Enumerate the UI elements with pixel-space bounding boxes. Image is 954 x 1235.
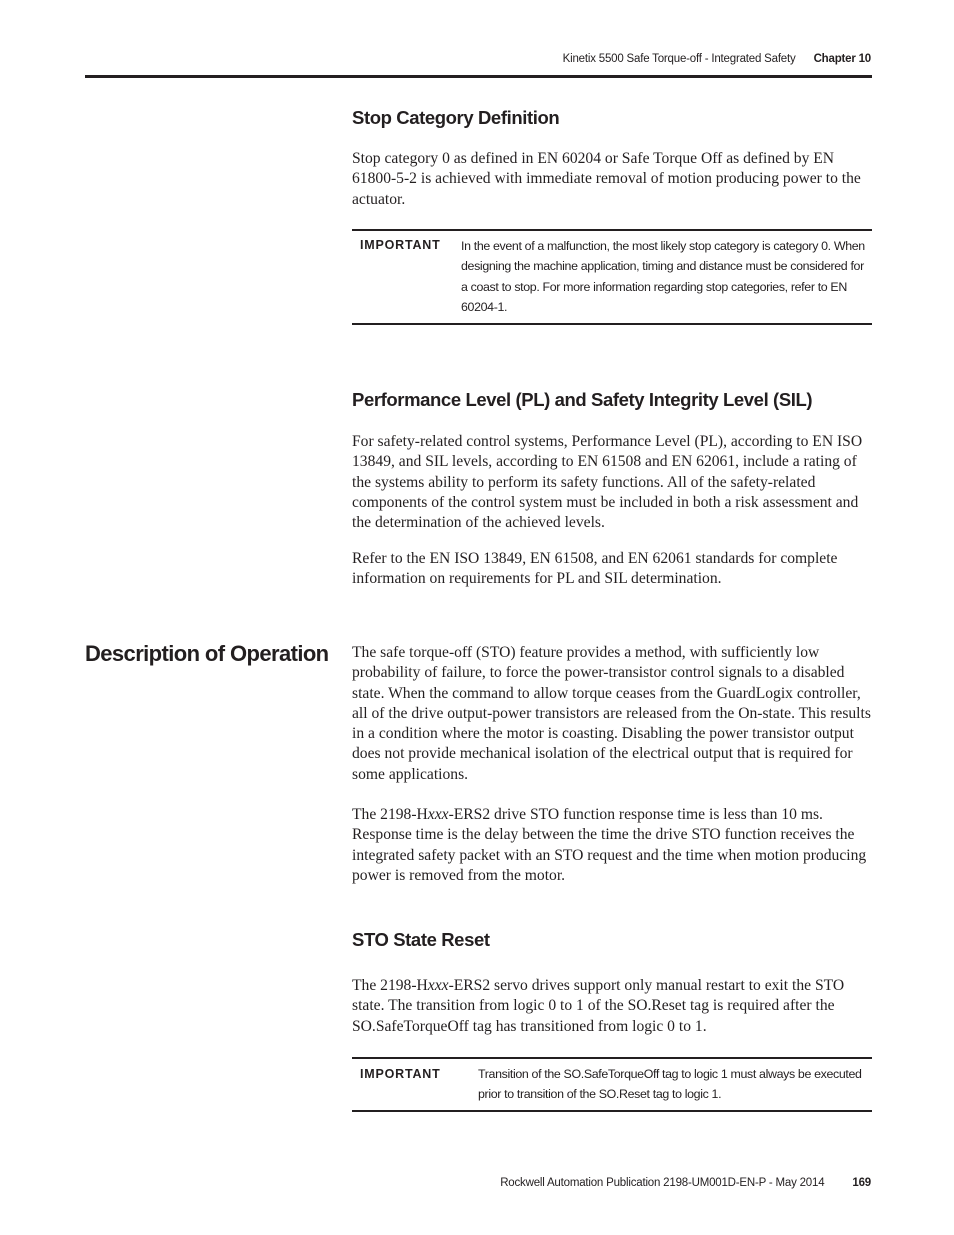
header-chapter: Chapter 10: [813, 53, 871, 65]
heading-description-of-operation: Description of Operation: [85, 641, 329, 666]
paragraph-performance-level-2: Refer to the EN ISO 13849, EN 61508, and EN 62061 standards for complete information on requirements for PL and SIL determination.: [352, 550, 838, 588]
part-number-variable: xxx: [427, 806, 449, 823]
page-footer: [85, 1177, 871, 1189]
heading-performance-level: Performance Level (PL) and Safety Integrity Level (SIL): [352, 389, 813, 410]
paragraph-stop-category: Stop category 0 as defined in EN 60204 or Safe Torque Off as defined by EN 61800-5-2 is achieved with immediate removal of motion producing power to the actuator.: [352, 150, 861, 208]
part-number-variable: xxx: [427, 977, 449, 994]
paragraph-description-2: The 2198-Hxxx-ERS2 drive STO function response time is less than 10 ms. Response time is the delay between the time the drive STO function receives the integrated safety packet with an STO request and the time when motion producing power is removed from the motor.: [352, 806, 867, 884]
important-text: Transition of the SO.SafeTorqueOff tag to logic 1 must always be executed prior to transition of the SO.Reset tag to logic 1.: [478, 1067, 862, 1102]
page-header: [85, 53, 871, 65]
important-box-sto-reset: [352, 1057, 872, 1112]
header-title: Kinetix 5500 Safe Torque-off - Integrated Safety: [562, 53, 796, 65]
footer-publication: Rockwell Automation Publication 2198-UM001D-EN-P - May 2014: [500, 1177, 825, 1189]
paragraph-performance-level-1: For safety-related control systems, Performance Level (PL), according to EN ISO 13849, and SIL levels, according to EN 61508 and EN 62061, include a rating of the systems ability to perform its safety functions. All of the safety-related components of the control system must be included in both a risk assessment and the determination of the achieved levels.: [352, 433, 863, 532]
heading-stop-category: Stop Category Definition: [352, 107, 560, 128]
important-label: IMPORTANT: [360, 1067, 441, 1081]
important-text: In the event of a malfunction, the most likely stop category is category 0. When designing the machine application, timing and distance must be considered for a coast to stop. For more information regarding stop categories, refer to EN 60204-1.: [461, 239, 865, 314]
heading-sto-state-reset: STO State Reset: [352, 929, 490, 950]
important-box-stop-category: [352, 229, 872, 325]
header-rule: [85, 75, 872, 78]
page-number: 169: [852, 1177, 871, 1189]
paragraph-sto-reset: The 2198-Hxxx-ERS2 servo drives support only manual restart to exit the STO state. The transition from logic 0 to 1 of the SO.Reset tag is required after the SO.SafeTorqueOff tag has transitioned from logic 0 to 1.: [352, 977, 845, 1035]
paragraph-description-1: The safe torque-off (STO) feature provides a method, with sufficiently low probability of failure, to force the power-transistor control signals to a disabled state. When the command to allow torque ceases from the GuardLogix controller, all of the drive output-power transistors are released from the On-state. This results in a condition where the motor is coasting. Disabling the power transistor output does not provide mechanical isolation of the electrical output that is required for some applications.: [352, 644, 871, 783]
important-label: IMPORTANT: [360, 238, 441, 252]
